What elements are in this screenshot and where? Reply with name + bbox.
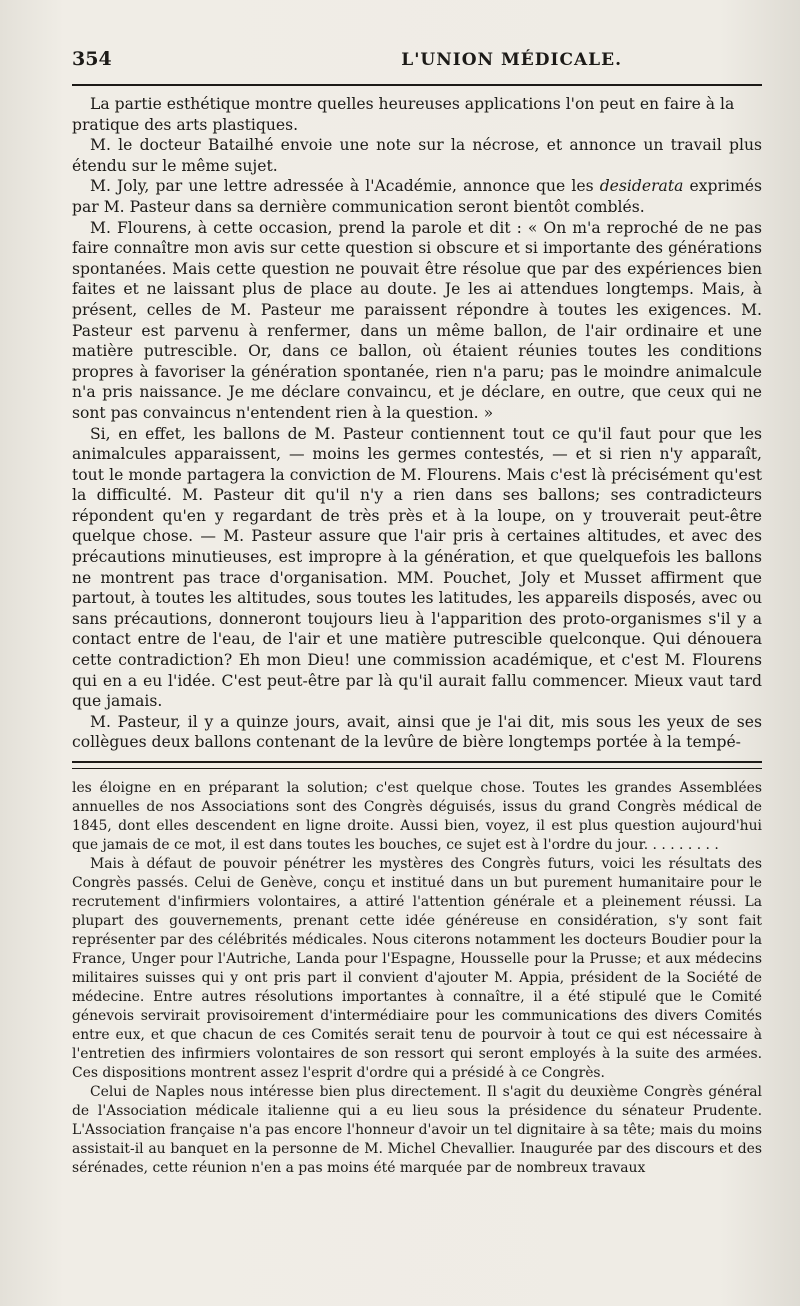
p3-after: exprimés par M. Pasteur dans sa dernière communication seront bientôt comblés. [72, 177, 763, 216]
feuilleton-divider [72, 761, 762, 769]
p3-italic: desiderata [599, 177, 684, 196]
paragraph-4: M. Flourens, à cette occasion, prend la parole et dit : « On m'a reproché de ne pas faire connaître mon avis sur cette question si obscure et si importante des générations spontanées. Mais cette question ne pouvait être résolue que par des expériences bien faites et ne laissant plus de place au doute. Je les ai attendues longtemps. Mais, à présent, celles de M. Pasteur me paraissent répondre à toutes les exigences. M. Pasteur est parvenu à renfermer, dans un même ballon, de l'air ordinaire et une matière putrescible. Or, dans ce ballon, où étaient réunies toutes les conditions propres à favoriser la génération spontanée, rien n'a paru; pas le moindre animalcule n'a pris naissance. Je me déclare convaincu, et je déclare, en outre, que ceux qui ne sont pas convaincus n'entendent rien à la question. » [72, 218, 762, 422]
running-title: L'UNION MÉDICALE. [401, 50, 622, 70]
feuilleton-paragraph-2: Mais à défaut de pouvoir pénétrer les mystères des Congrès futurs, voici les résultats des Congrès passés. Celui de Genève, conçu et institué dans un but purement humanitaire pour le recrutement d'infirmiers volontaires, a attiré l'attention générale et a pleinement réussi. La plupart des gouvernements, prenant cette idée généreuse en considération, s'y sont fait représenter par des célébrités médicales. Nous citerons notamment les docteurs Boudier pour la France, Unger pour l'Autriche, Landa pour l'Espagne, Housselle pour la Prusse; et aux médecins militaires suisses qui y ont pris part il convient d'ajouter M. Appia, président de la Société de médecine. Entre autres résolutions importantes à connaître, il a été stipulé que le Comité génevois servirait provisoirement d'intermédiaire pour les communications des divers Comités entre eux, et que chacun de ces Comités serait tenu de pourvoir à tout ce qui est nécessaire à l'entretien des infirmiers volontaires de son ressort qui seront employés à la suite des armées. Ces dispositions montrent assez l'esprit d'ordre qui a présidé à ce Congrès. [72, 856, 762, 1081]
paragraph-6: M. Pasteur, il y a quinze jours, avait, ainsi que je l'ai dit, mis sous les yeux de ses collègues deux ballons contenant de la levûre de bière longtemps portée à la tempé- [72, 712, 762, 752]
feuilleton-paragraph-3: Celui de Naples nous intéresse bien plus directement. Il s'agit du deuxième Congrès général de l'Association médicale italienne qui a eu lieu sous la présidence du sénateur Prudente. L'Association française n'a pas encore l'honneur d'avoir un tel dignitaire à sa tête; mais du moins assistait-il au banquet en la personne de M. Michel Chevallier. Inaugurée par des discours et des sérénades, cette réunion n'en a pas moins été marquée par de nombreux travaux [72, 1084, 762, 1176]
page-header [72, 48, 762, 86]
paragraph-5: Si, en effet, les ballons de M. Pasteur contiennent tout ce qu'il faut pour que les animalcules apparaissent, — moins les germes contestés, — et si rien n'y apparaît, tout le monde partagera la conviction de M. Flourens. Mais c'est là précisément qu'est la difficulté. M. Pasteur dit qu'il n'y a rien dans ses ballons; ses contradicteurs répondent qu'en y regardant de très près et à la loupe, on y trouverait peut-être quelque chose. — M. Pasteur assure que l'air pris à certaines altitudes, et avec des précautions minutieuses, est impropre à la génération, et que quelquefois les ballons ne montrent pas trace d'organisation. MM. Pouchet, Joly et Musset affirment que partout, à toutes les altitudes, sous toutes les latitudes, les appareils disposés, avec ou sans précautions, donneront toujours lieu à l'apparition des proto-organismes s'il y a contact entre de l'eau, de l'air et une matière putrescible quelconque. Qui dénouera cette contradiction? Eh mon Dieu! une commission académique, et c'est M. Flourens qui en a eu l'idée. C'est peut-être par là qu'il aurait fallu commencer. Mieux vaut tard que jamais. [72, 424, 762, 711]
paragraph-lead [72, 94, 762, 115]
main-column [72, 94, 762, 753]
p3-before: M. Joly, par une lettre adressée à l'Académie, annonce que les [90, 177, 600, 196]
feuilleton-paragraph-1: les éloigne en en préparant la solution; c'est quelque chose. Toutes les grandes Assemblées annuelles de nos Associations sont des Congrès déguisés, issus du grand Congrès médical de 1845, dont elles descendent en ligne droite. Aussi bien, voyez, il est plus question aujourd'hui que jamais de ce mot, il est dans toutes les bouches, ce sujet est à l'ordre du jour. . . . . . . . . [72, 780, 762, 853]
paragraph-1: pratique des arts plastiques. [72, 115, 299, 134]
feuilleton-section [72, 779, 762, 1178]
paragraph-3 [72, 176, 762, 217]
page-number: 354 [72, 48, 112, 70]
lead-line: La partie esthétique montre quelles heureuses applications l'on peut en faire à la [90, 95, 735, 113]
paragraph-2: M. le docteur Batailhé envoie une note sur la nécrose, et annonce un travail plus étendu sur le même sujet. [72, 136, 762, 175]
